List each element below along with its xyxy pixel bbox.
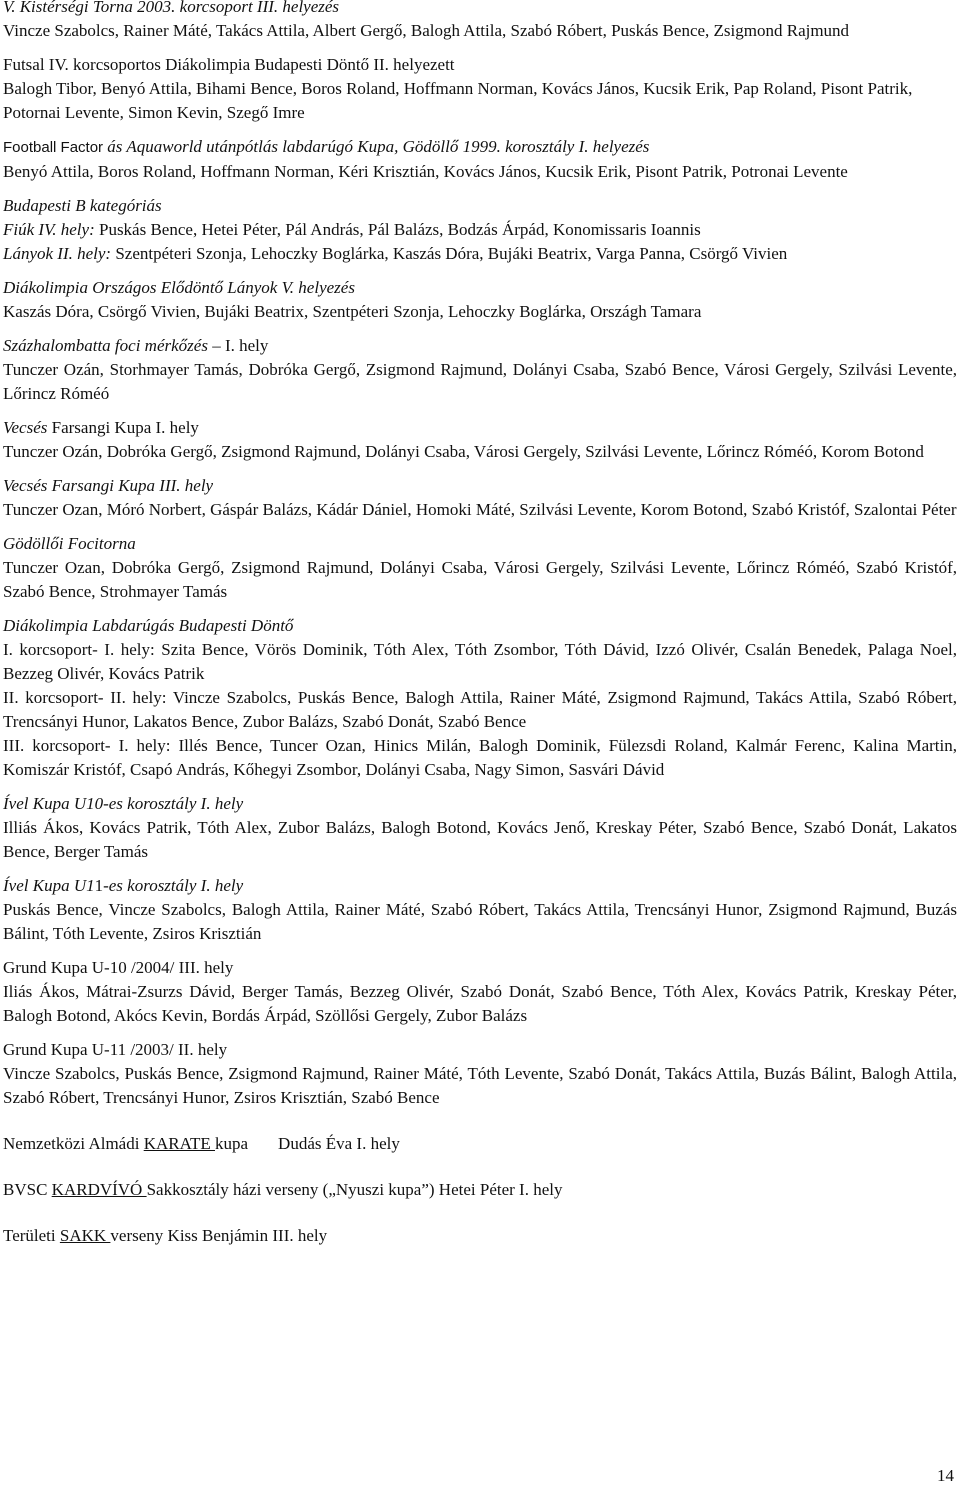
block-players: Tunczer Ozan, Móró Norbert, Gáspár Balázs, Kádár Dániel, Homoki Máté, Szilvási Levente, Korom Botond, Szabó Kristóf, Szalontai Péter [3,500,957,519]
block-line-korcsoport-1: I. korcsoport- I. hely: Szita Bence, Vörös Dominik, Tóth Alex, Tóth Zsombor, Tóth Dávid, Izzó Olivér, Csalán Benedek, Palaga Noel, Bezzeg Olivér, Kovács Patrik [3,640,957,683]
heading-mid: 1 [94,876,104,895]
block-players: Kaszás Dóra, Csörgő Vivien, Bujáki Beatrix, Szentpéteri Szonja, Lehoczky Boglárka, Országh Tamara [3,302,702,321]
line-label: Fiúk IV. hely: [3,220,95,239]
block-players: Tunczer Ozán, Storhmayer Tamás, Dobróka Gergő, Zsigmond Rajmund, Dolányi Csaba, Szabó Bence, Városi Gergely, Szilvási Levente, Lőrincz Róméó [3,360,957,403]
heading-main: Százhalombatta foci mérkőzés [3,336,208,355]
block-heading: Grund Kupa U-10 /2004/ III. hely [3,958,234,977]
block-players: Tunczer Ozán, Dobróka Gergő, Zsigmond Rajmund, Dolányi Csaba, Városi Gergely, Szilvási Levente, Lőrincz Róméó, Korom Botond [3,442,924,461]
block-heading: Gödöllői Focitorna [3,534,136,553]
result-block-diakolimpia-lanyok [3,276,957,324]
result-line-sakk [3,1224,957,1248]
karate-prefix: Nemzetközi Almádi [3,1134,144,1153]
block-heading: Diákolimpia Labdarúgás Budapesti Döntő [3,616,294,635]
line-text: Szentpéteri Szonja, Lehoczky Boglárka, Kaszás Dóra, Bujáki Beatrix, Varga Panna, Csörgő Vivien [111,244,788,263]
karate-link[interactable]: KARATE [143,1134,215,1153]
result-block-diakolimpia-labdarugas [3,614,957,782]
block-heading [3,874,957,898]
heading-main: Vecsés [3,418,48,437]
sakk-link[interactable]: SAKK [59,1226,111,1245]
result-block-grund-u11 [3,1038,957,1110]
block-players: Illiás Ákos, Kovács Patrik, Tóth Alex, Zubor Balázs, Balogh Botond, Kovács Jenő, Kreskay Péter, Szabó Bence, Szabó Donát, Lakatos Bence, Berger Tamás [3,818,957,861]
karate-suffix: kupa [215,1134,249,1153]
result-line-karate [3,1132,957,1156]
block-line-fiuk [3,218,957,242]
block-heading: Diákolimpia Országos Elődöntő Lányok V. helyezés [3,278,355,297]
line-label: Lányok II. hely: [3,244,112,263]
result-block-szazhalombatta [3,334,957,406]
line-text: Puskás Bence, Hetei Péter, Pál András, Pál Balázs, Bodzás Árpád, Konomissaris Ioannis [94,220,701,239]
block-players: Vincze Szabolcs, Puskás Bence, Zsigmond Rajmund, Rainer Máté, Tóth Levente, Szabó Donát, Takács Attila, Buzás Bálint, Balogh Attila, Szabó Róbert, Trencsányi Hunor, Zsiros Krisztián, Szabó Bence [3,1064,957,1107]
block-heading: Ível Kupa U10-es korosztály I. hely [3,794,244,813]
result-block-godollo [3,532,957,604]
sakk-suffix: verseny Kiss Benjámin III. hely [110,1226,328,1245]
result-block-budapesti-b [3,194,957,266]
result-block-ivel-u11 [3,874,957,946]
kardvivo-suffix: Sakkosztály házi verseny („Nyuszi kupa”) Hetei Péter I. hely [146,1180,563,1199]
block-players: Benyó Attila, Boros Roland, Hoffmann Norman, Kéri Krisztián, Kovács János, Kucsik Erik, Pisont Patrik, Potronai Levente [3,162,848,181]
document-page [3,0,957,1248]
kardvivo-prefix: BVSC [3,1180,52,1199]
heading-main: Ível Kupa U1 [3,876,95,895]
block-line-korcsoport-2: II. korcsoport- II. hely: Vincze Szabolcs, Puskás Bence, Balogh Attila, Rainer Máté, Zsigmond Rajmund, Takács Attila, Szabó Róbert, Trencsányi Hunor, Lakatos Bence, Zubor Balázs, Szabó Donát, Szabó Bence [3,688,957,731]
block-players: Puskás Bence, Vincze Szabolcs, Balogh Attila, Rainer Máté, Szabó Róbert, Takács Attila, Trencsányi Hunor, Zsigmond Rajmund, Buzás Bálint, Tóth Levente, Zsiros Krisztián [3,900,957,943]
block-heading: Vecsés Farsangi Kupa III. hely [3,476,214,495]
heading-rest: ás Aquaworld utánpótlás labdarúgó Kupa, Gödöllő 1999. korosztály I. helyezés [103,137,650,156]
block-players: Iliás Ákos, Mátrai-Zsurzs Dávid, Berger Tamás, Bezzeg Olivér, Szabó Donát, Szabó Bence, Tóth Alex, Kovács Patrik, Kreskay Péter, Balogh Botond, Akócs Kevin, Bordás Árpád, Szöllősi Gergely, Zubor Balázs [3,982,957,1025]
block-heading: V. Kistérségi Torna 2003. korcsoport III. helyezés [3,0,340,16]
result-block-vecses-1 [3,416,957,464]
result-line-kardvivo [3,1178,957,1202]
result-block-ivel-u10 [3,792,957,864]
block-line-korcsoport-3: III. korcsoport- I. hely: Illés Bence, Tuncer Ozan, Hinics Milán, Balogh Dominik, Fülezsdi Roland, Kalmár Ferenc, Kalina Martin, Komiszár Kristóf, Csapó András, Kőhegyi Zsombor, Dolányi Csaba, Nagy Simon, Sasvári Dávid [3,736,957,779]
heading-prefix: Football Factor [3,139,104,156]
block-heading [3,135,957,160]
heading-suffix: – I. hely [207,336,269,355]
block-heading: Futsal IV. korcsoportos Diákolimpia Budapesti Döntő II. helyezett [3,55,455,74]
result-block-vecses-3 [3,474,957,522]
heading-suffix: Farsangi Kupa I. hely [47,418,199,437]
result-block-futsal [3,53,957,125]
block-heading [3,416,957,440]
sakk-prefix: Területi [3,1226,60,1245]
block-heading: Budapesti B kategóriás [3,196,162,215]
block-heading [3,334,957,358]
block-players: Vincze Szabolcs, Rainer Máté, Takács Attila, Albert Gergő, Balogh Attila, Szabó Róbert, Puskás Bence, Zsigmond Rajmund [3,21,850,40]
block-players: Balogh Tibor, Benyó Attila, Bihami Bence, Boros Roland, Hoffmann Norman, Kovács János, Kucsik Erik, Pap Roland, Pisont Patrik, Potornai Levente, Simon Kevin, Szegő Imre [3,79,913,122]
karate-result: Dudás Éva I. hely [278,1134,400,1153]
block-line-lanyok [3,242,957,266]
result-block-kisterseg [3,0,957,43]
result-block-grund-u10 [3,956,957,1028]
block-players: Tunczer Ozan, Dobróka Gergő, Zsigmond Rajmund, Dolányi Csaba, Városi Gergely, Szilvási Levente, Lőrincz Róméó, Szabó Kristóf, Szabó Bence, Strohmayer Tamás [3,558,957,601]
block-heading: Grund Kupa U-11 /2003/ II. hely [3,1040,228,1059]
kardvivo-link[interactable]: KARDVÍVÓ [51,1180,147,1199]
page-number: 14 [937,1466,954,1485]
heading-suffix: -es korosztály I. hely [103,876,244,895]
result-block-football-factor [3,135,957,184]
